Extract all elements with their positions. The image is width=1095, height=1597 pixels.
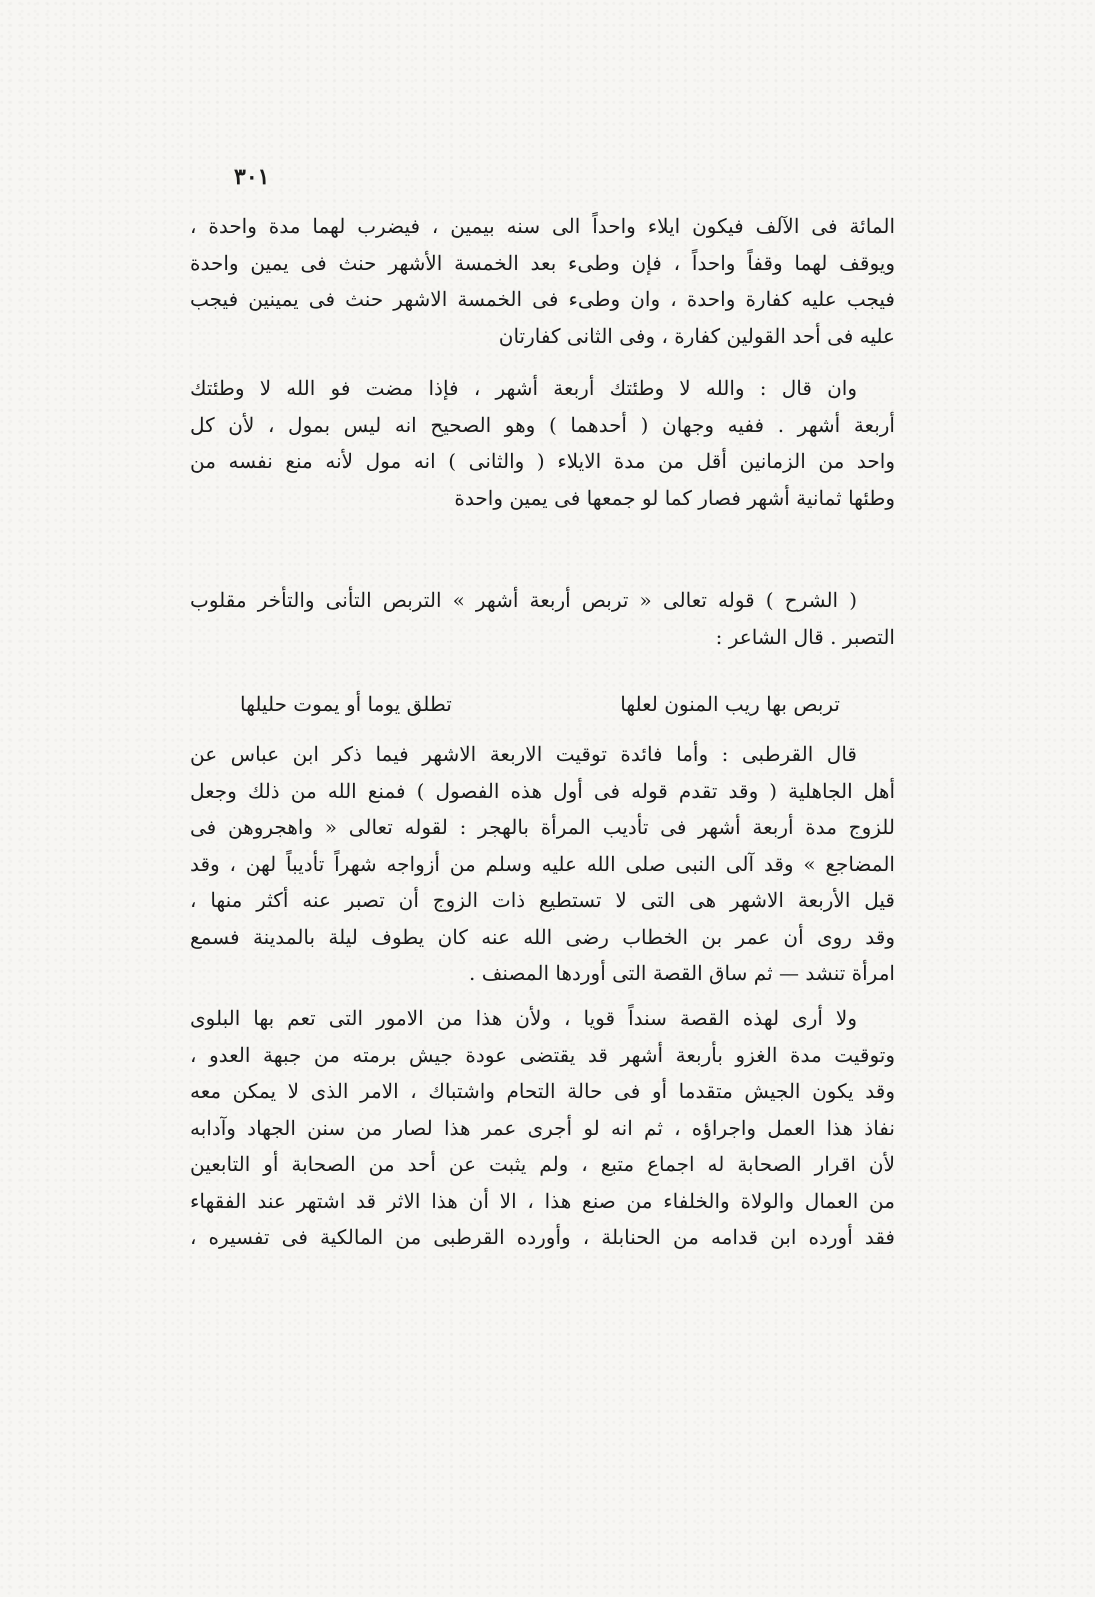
text-line: من العمال والولاة والخلفاء من صنع هذا ، الا أن هذا الاثر قد اشتهر عند الفقهاء	[190, 1188, 895, 1213]
verse-first-hemistich: تربص بها ريب المنون لعلها	[620, 692, 840, 716]
text-line: ولا أرى لهذه القصة سنداً قويا ، ولأن هذا من الامور التى تعم بها البلوى	[190, 1006, 857, 1030]
verse-second-hemistich: تطلق يوما أو يموت حليلها	[240, 692, 452, 716]
text-line: ويوقف لهما وقفاً واحداً ، فإن وطىء بعد الخمسة الأشهر حنث فى يمين واحدة	[190, 250, 895, 275]
paragraph-qurtubi	[190, 736, 895, 992]
text-line: لأن اقرار الصحابة له اجماع متبع ، ولم يثبت عن أحد من الصحابة أو التابعين	[190, 1152, 895, 1176]
text-line: ( الشرح ) قوله تعالى « تربص أربعة أشهر » التربص التأنى والتأخر مقلوب	[190, 588, 857, 612]
paragraph-commentary	[190, 582, 895, 655]
text-line: فيجب عليه كفارة واحدة ، وان وطىء فى الخمسة الاشهر حنث فى يمينين فيجب	[190, 287, 895, 311]
text-line: أهل الجاهلية ( وقد تقدم قوله فى أول هذه الفصول ) فمنع الله من ذلك وجعل	[190, 778, 895, 803]
text-line: عليه فى أحد القولين كفارة ، وفى الثانى كفارتان	[498, 323, 895, 348]
text-line: واحد من الزمانين أقل من مدة الايلاء ( والثانى ) انه مول لأنه منع نفسه من	[190, 449, 895, 473]
page-number: ٣٠١	[234, 164, 270, 190]
text-line: المضاجع » وقد آلى النبى صلى الله عليه وسلم من أزواجه شهراً تأديباً لهن ، وقد	[190, 851, 895, 876]
text-line: المائة فى الآلف فيكون ايلاء واحداً الى سنه بيمين ، فيضرب لهما مدة واحدة ،	[190, 214, 895, 238]
text-line: قيل الأربعة الاشهر هى التى لا تستطيع ذات الزوج أن تصبر عنه أكثر منها ،	[190, 888, 895, 912]
text-line: للزوج مدة أربعة أشهر فى تأديب المرأة بالهجر : لقوله تعالى « واهجروهن فى	[190, 815, 895, 839]
text-line: وتوقيت مدة الغزو بأربعة أشهر قد يقتضى عودة جيش برمته من جبهة العدو ،	[190, 1042, 895, 1067]
poetry-verse	[240, 686, 840, 722]
text-line: نفاذ هذا العمل واجراؤه ، ثم انه لو أجرى عمر هذا لصار من سنن الجهاد وآدابه	[190, 1115, 895, 1140]
text-line: وقد روى أن عمر بن الخطاب رضى الله عنه كان يطوف ليلة بالمدينة فسمع	[190, 924, 895, 949]
paragraph-four-months	[190, 370, 895, 516]
text-line: وان قال : والله لا وطئتك أربعة أشهر ، فإذا مضت فو الله لا وطئتك	[190, 376, 857, 400]
text-line: امرأة تنشد — ثم ساق القصة التى أوردها المصنف .	[468, 961, 895, 985]
text-line: أربعة أشهر . ففيه وجهان ( أحدهما ) وهو الصحيح انه ليس بمول ، لأن كل	[190, 412, 895, 437]
paragraph-author-opinion	[190, 1000, 895, 1256]
paragraph-ila-oath	[190, 208, 895, 354]
text-line: قال القرطبى : وأما فائدة توقيت الاربعة الاشهر فيما ذكر ابن عباس عن	[190, 742, 857, 766]
text-line: وقد يكون الجيش متقدما أو فى حالة التحام واشتباك ، الامر الذى لا يمكن معه	[190, 1079, 895, 1103]
text-line: التصبر . قال الشاعر :	[715, 624, 895, 649]
text-line: وطئها ثمانية أشهر فصار كما لو جمعها فى يمين واحدة	[454, 485, 895, 510]
text-line: فقد أورده ابن قدامه من الحنابلة ، وأورده القرطبى من المالكية فى تفسيره ،	[190, 1225, 895, 1249]
